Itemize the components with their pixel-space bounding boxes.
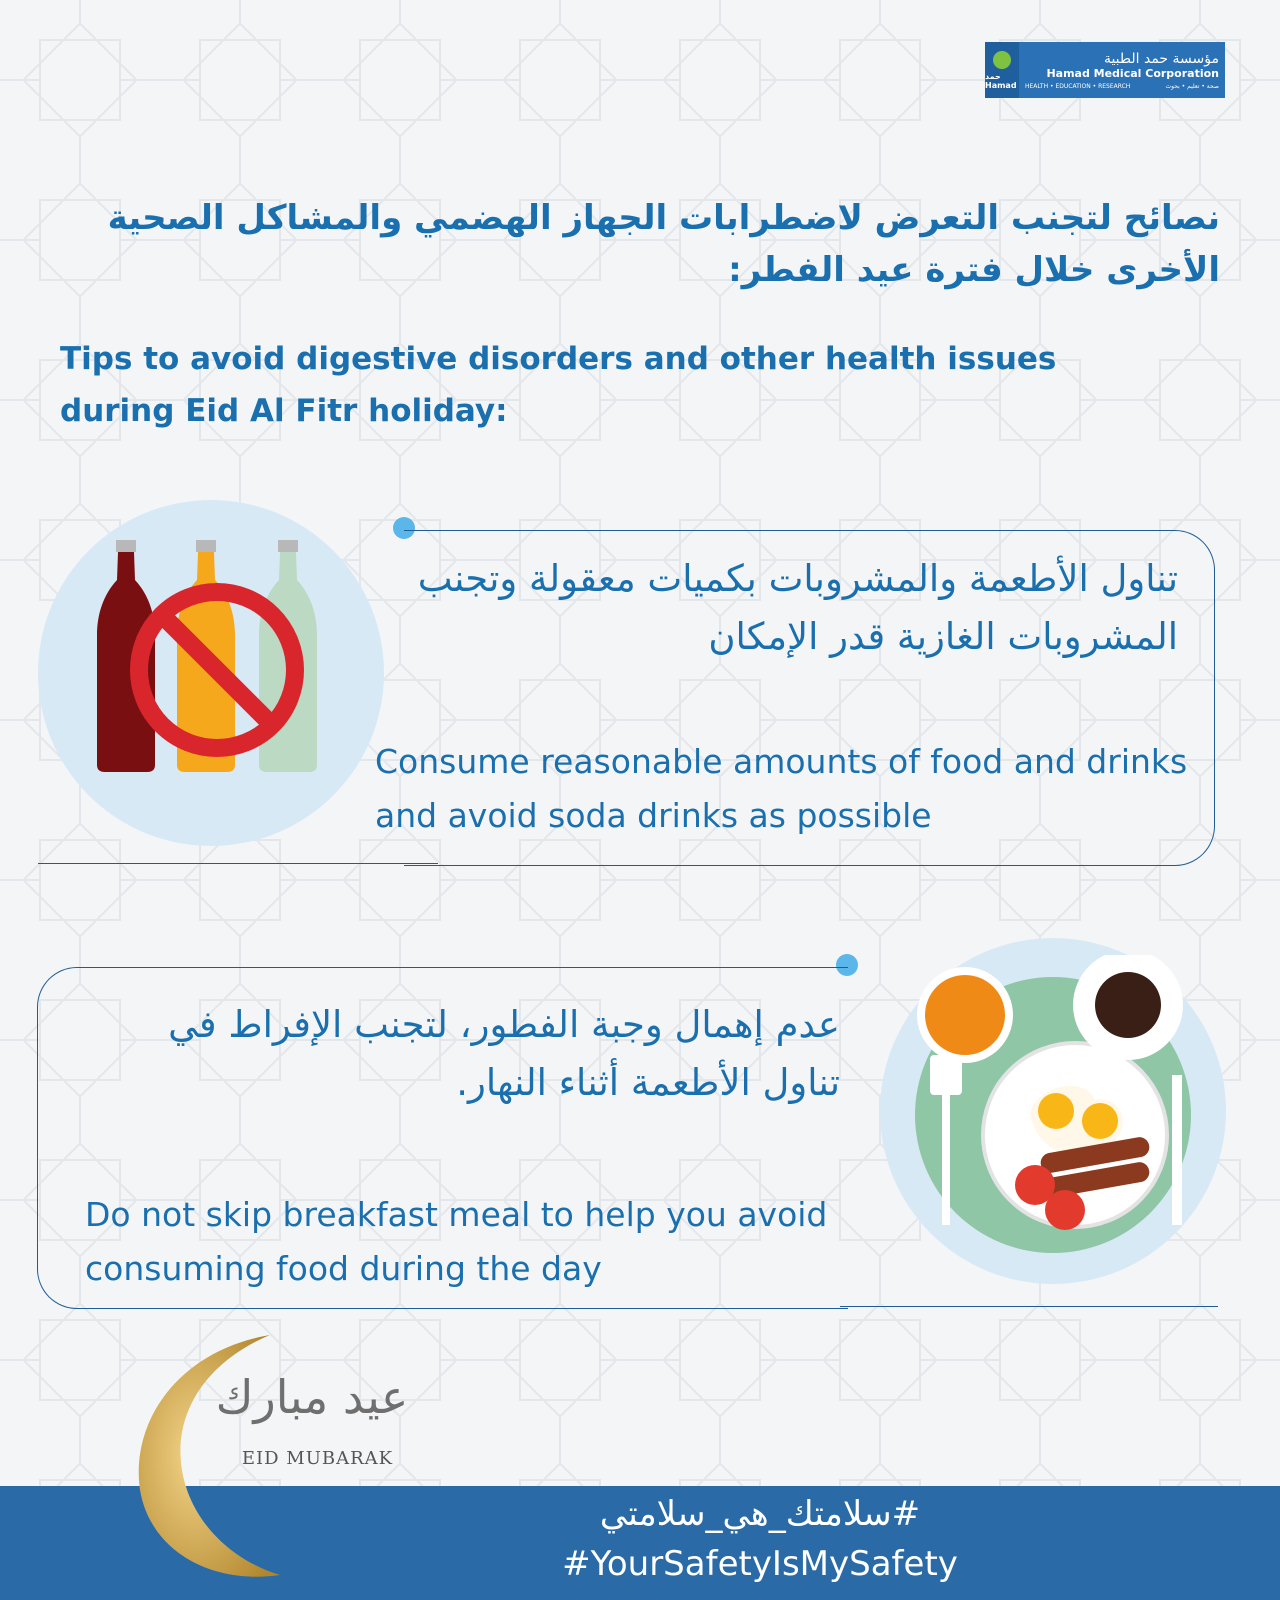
hmc-leaf-icon — [993, 51, 1011, 69]
hmc-tagline — [1025, 83, 1219, 90]
eid-mubarak-english: EID MUBARAK — [241, 1448, 394, 1469]
hmc-tagline-ar: صحة • تعليم • بحوث — [1165, 82, 1219, 90]
hmc-logo-mark — [985, 42, 1019, 98]
no-soda-icon — [85, 540, 345, 780]
hashtag-english: #YourSafetyIsMySafety — [562, 1544, 958, 1584]
breakfast-plate-icon — [890, 955, 1210, 1265]
tip-1-bottom-line — [38, 863, 438, 864]
hmc-name-english: Hamad Medical Corporation — [1046, 66, 1219, 80]
tip-1-arabic: تناول الأطعمة والمشروبات بكميات معقولة وتجنب المشروبات الغازية قدر الإمكان — [417, 557, 1178, 658]
hmc-logo-text — [1019, 42, 1225, 98]
tip-2-arabic: عدم إهمال وجبة الفطور، لتجنب الإفراط في تناول الأطعمة أثناء النهار. — [168, 1003, 840, 1104]
hmc-tagline-en: HEALTH • EDUCATION • RESEARCH — [1025, 82, 1131, 90]
hashtag-arabic: #سلامتك_هي_سلامتي — [599, 1494, 921, 1534]
eid-mubarak-arabic: عيد مبارك — [215, 1370, 409, 1424]
hmc-logo — [985, 42, 1225, 98]
tip-2-bottom-line — [840, 1306, 1218, 1307]
hmc-name-arabic: مؤسسة حمد الطبية — [1103, 50, 1219, 67]
hmc-mark-label: حمد Hamad — [985, 71, 1017, 90]
page-title-arabic: نصائح لتجنب التعرض لاضطرابات الجهاز الهضمي والمشاكل الصحية الأخرى خلال فترة عيد الفطر: — [107, 198, 1220, 290]
tip-1-english: Consume reasonable amounts of food and drinks and avoid soda drinks as possible — [375, 742, 1188, 835]
page-title-english: Tips to avoid digestive disorders and other health issues during Eid Al Fitr holiday: — [60, 341, 1057, 429]
tip-2-english: Do not skip breakfast meal to help you avoid consuming food during the day — [85, 1195, 828, 1288]
